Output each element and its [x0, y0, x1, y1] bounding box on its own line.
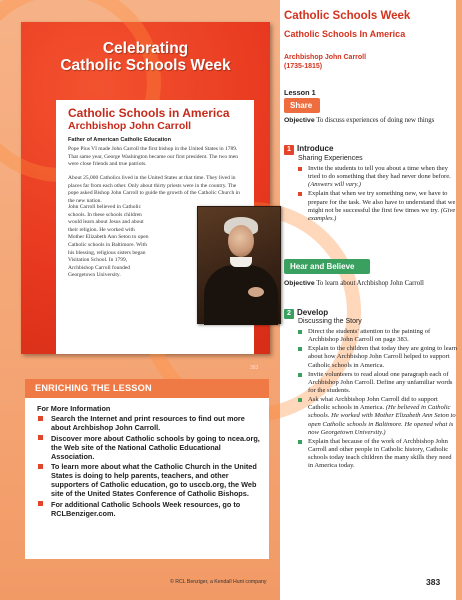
person-name: Archbishop John Carroll: [284, 54, 367, 61]
square-bullet-icon: [38, 416, 43, 421]
list-item: Discover more about Catholic schools by going to ncea.org, the Web site of the National Catholic Educational Association.: [37, 434, 265, 461]
square-bullet-icon: [38, 501, 43, 506]
guide-subtitle: Catholic Schools In America: [284, 29, 406, 39]
student-page-thumbnail: [21, 22, 270, 371]
portrait-robe: [204, 265, 278, 325]
enriching-subheading: For More Information: [37, 404, 111, 413]
step-number-badge: 2: [284, 309, 294, 319]
list-item: For additional Catholic Schools Week resources, go to RCLBenziger.com.: [37, 500, 265, 518]
step-introduce: 1 Introduce: [284, 144, 333, 155]
card-subtitle: Archbishop John Carroll: [68, 120, 192, 132]
student-page-title: [21, 40, 270, 74]
step-number-badge: 1: [284, 145, 294, 155]
square-bullet-icon: [298, 398, 302, 402]
step-introduce-label: Sharing Experiences: [298, 155, 363, 162]
lesson-label: Lesson 1: [284, 88, 316, 97]
square-bullet-icon: [38, 435, 43, 440]
develop-list: [298, 328, 458, 471]
introduce-list: [298, 165, 458, 224]
step-develop: 2 Develop: [284, 308, 328, 319]
hear-believe-band: Hear and Believe: [284, 259, 370, 274]
list-item: Search the Internet and print resources to find out more about Archbishop John Carroll.: [37, 414, 265, 432]
list-item: To learn more about what the Catholic Church in the United States is doing to help parents, teachers, and other supporters of Catholic education, go to usccb.org, the Web site of the United States Conference of Catholic Bishops.: [37, 462, 265, 498]
square-bullet-icon: [298, 347, 302, 351]
list-item: Explain that when we try something new, we have to prepare for the task. We also have to understand that we might not be successful the first few times we try. (Give examples.): [298, 190, 458, 223]
card-paragraph-1: Pope Pius VI made John Carroll the first bishop in the United States in 1789. That same year, George Washington became our first president. The two men were close friends and true patriots.: [68, 146, 238, 168]
guide-person-name: [284, 53, 366, 71]
portrait-hand: [248, 287, 264, 297]
square-bullet-icon: [298, 192, 302, 196]
card-subheading: Father of American Catholic Education: [68, 137, 171, 143]
list-item: Invite the students to tell you about a time when they tried to do something that they had never done before. (Answers will vary.): [298, 165, 458, 190]
share-objective: Objective To discuss experiences of doing new things: [284, 117, 435, 124]
list-item: Explain that because of the work of Archbishop John Carroll and other people in Catholic history, Catholic schools today teach children the many skills they need in America today.: [298, 438, 458, 471]
card-paragraph-2: About 25,000 Catholics lived in the United States at that time. They lived in places far from each other. Only about thirty priests were in the country. The pope asked Bishop John Carroll to guide the growth of the Catholic Church in the new nation.: [68, 175, 240, 204]
list-item: Ask what Archbishop John Carroll did to support Catholic schools in America. (He believed in Catholic schools. He worked with Mother Elizabeth Ann Seton to open Catholic schools in Baltimore. He opened what is now Georgetown University.): [298, 396, 458, 437]
portrait-collar: [230, 257, 252, 267]
card-paragraph-3: John Carroll believed in Catholic schools. In these schools children would learn about Jesus and about their religion. He worked with Mother Elizabeth Ann Seton to open Catholic schools in Baltimore. With his blessing, religious sisters began Visitation School. In 1799, Archbishop Carroll founded Georgetown University.: [68, 204, 149, 279]
list-item: Explain to the children that today they are going to learn about how Archbishop John Carroll helped to support Catholic schools in America.: [298, 345, 458, 370]
list-item: Invite volunteers to read aloud one paragraph each of Archbishop John Carroll. Define any unfamiliar words for the students.: [298, 371, 458, 396]
enriching-heading: ENRICHING THE LESSON: [25, 379, 269, 398]
guide-title: Catholic Schools Week: [284, 10, 411, 22]
student-page-number: 383: [250, 365, 259, 371]
page-number: 383: [426, 577, 441, 587]
copyright-text: © RCL Benziger, a Kendall Hunt company: [170, 579, 267, 585]
list-item: Direct the students' attention to the painting of Archbishop John Carroll on page 383.: [298, 328, 458, 344]
square-bullet-icon: [298, 440, 302, 444]
step-develop-label: Discussing the Story: [298, 318, 362, 325]
share-band: Share: [284, 98, 320, 113]
enriching-list: [37, 414, 265, 519]
portrait-face: [228, 225, 254, 257]
john-carroll-portrait: [197, 206, 281, 324]
card-heading: Catholic Schools in America: [68, 106, 230, 120]
square-bullet-icon: [298, 167, 302, 171]
right-edge-strip: [456, 0, 462, 600]
enriching-lesson-panel: [25, 379, 269, 559]
square-bullet-icon: [298, 373, 302, 377]
person-dates: (1735-1815): [284, 63, 323, 70]
square-bullet-icon: [298, 330, 302, 334]
title-line-1: Celebrating: [102, 40, 189, 57]
hear-objective: Objective To learn about Archbishop John Carroll: [284, 280, 424, 287]
square-bullet-icon: [38, 464, 43, 469]
title-line-2: Catholic Schools Week: [60, 57, 231, 74]
